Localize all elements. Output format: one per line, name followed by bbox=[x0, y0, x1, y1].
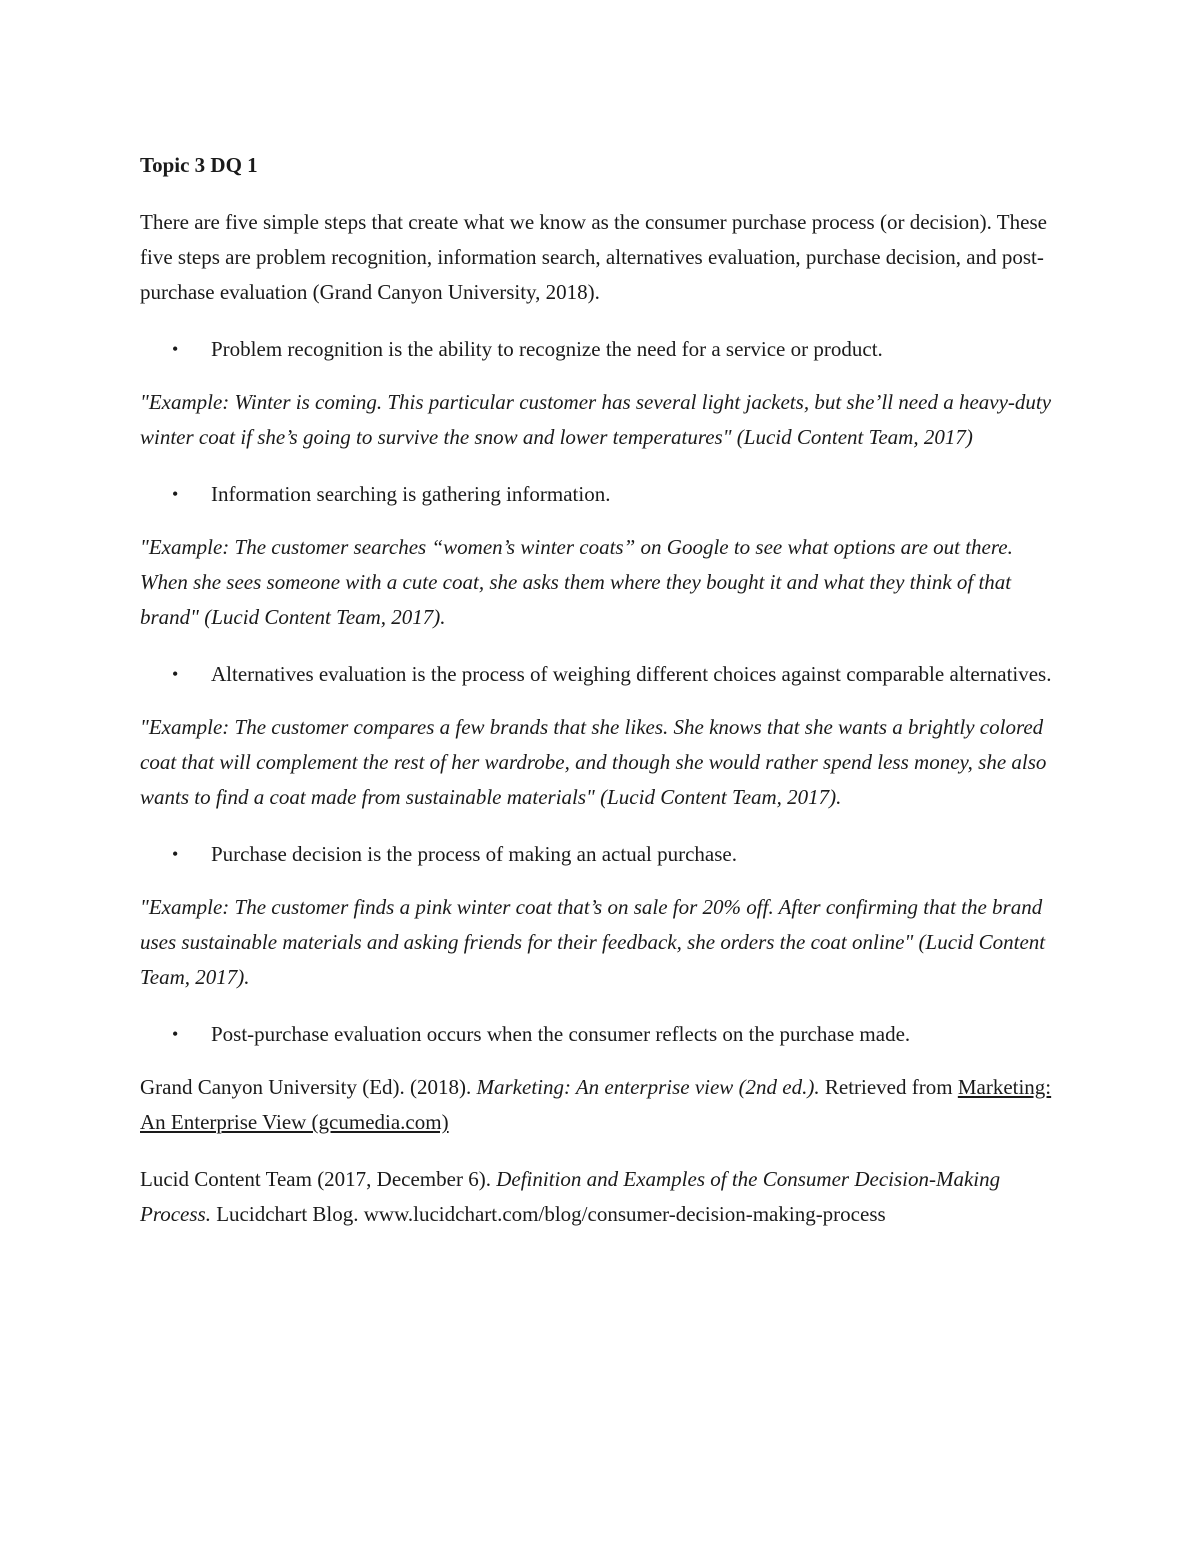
example-quote: "Example: The customer compares a few brands that she likes. She knows that she wants a brightly colored coat that will complement the rest of her wardrobe, and though she would rather spend less money, she also wants to find a coat made from sustainable materials" (Lucid Content Team, 2017). bbox=[140, 715, 1047, 809]
reference-prefix: Lucid Content Team (2017, December 6). bbox=[140, 1167, 497, 1191]
bullet-item-purchase-decision bbox=[140, 837, 1060, 868]
bullet-icon: • bbox=[172, 1024, 179, 1044]
bullet-item-problem-recognition bbox=[140, 332, 1060, 363]
document-title: Topic 3 DQ 1 bbox=[140, 153, 258, 177]
intro-paragraph: There are five simple steps that create what we know as the consumer purchase process (or decision). These five steps are problem recognition, information search, alternatives evaluation, purchase decision, and post-purchase evaluation (Grand Canyon University, 2018). bbox=[140, 210, 1047, 304]
bullet-text: Alternatives evaluation is the process of weighing different choices against comparable alternatives. bbox=[211, 662, 1052, 686]
example-quote: "Example: The customer searches “women’s winter coats” on Google to see what options are out there. When she sees someone with a cute coat, she asks them where they bought it and what they think of that brand" (Lucid Content Team, 2017). bbox=[140, 535, 1013, 629]
bullet-text: Information searching is gathering information. bbox=[211, 482, 611, 506]
bullet-item-information-search bbox=[140, 477, 1060, 508]
example-quote: "Example: Winter is coming. This particular customer has several light jackets, but she’ll need a heavy-duty winter coat if she’s going to survive the snow and lower temperatures" (Lucid Content Team, 2017) bbox=[140, 390, 1052, 449]
reference-grand-canyon bbox=[140, 1070, 1060, 1140]
bullet-item-alternatives-evaluation bbox=[140, 657, 1060, 688]
reference-suffix: Lucidchart Blog. www.lucidchart.com/blog/consumer-decision-making-process bbox=[210, 1202, 886, 1226]
bullet-icon: • bbox=[172, 484, 179, 504]
example-quote: "Example: The customer finds a pink winter coat that’s on sale for 20% off. After confirming that the brand uses sustainable materials and asking friends for their feedback, she orders the coat online" (Lucid Content Team, 2017). bbox=[140, 895, 1046, 989]
bullet-text: Post-purchase evaluation occurs when the consumer reflects on the purchase made. bbox=[211, 1022, 911, 1046]
reference-prefix: Grand Canyon University (Ed). (2018). bbox=[140, 1075, 477, 1099]
document-page bbox=[140, 148, 1060, 1254]
bullet-text: Purchase decision is the process of making an actual purchase. bbox=[211, 842, 737, 866]
bullet-text: Problem recognition is the ability to recognize the need for a service or product. bbox=[211, 337, 883, 361]
reference-title: Definition and Examples of the Consumer Decision-Making Process. bbox=[140, 1167, 1001, 1226]
bullet-icon: • bbox=[172, 339, 179, 359]
reference-lucid bbox=[140, 1162, 1060, 1232]
reference-middle: Retrieved from bbox=[819, 1075, 958, 1099]
reference-title: Marketing: An enterprise view (2nd ed.). bbox=[476, 1075, 820, 1099]
bullet-icon: • bbox=[172, 664, 179, 684]
bullet-item-post-purchase-evaluation bbox=[140, 1017, 1060, 1048]
reference-link[interactable]: Marketing: An Enterprise View (gcumedia.com) bbox=[140, 1075, 1052, 1134]
bullet-icon: • bbox=[172, 844, 179, 864]
